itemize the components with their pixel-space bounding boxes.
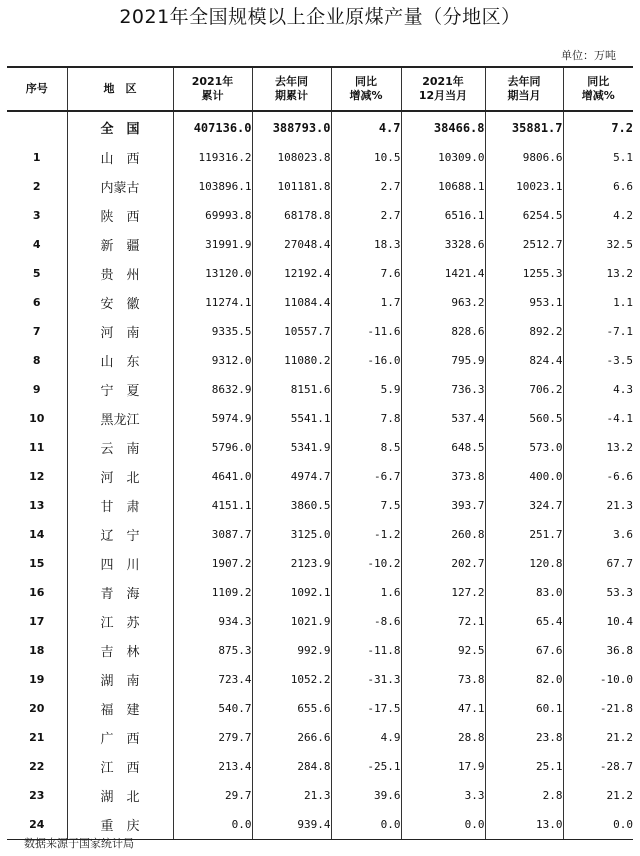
cell-ytd-last: 1021.9 — [252, 607, 331, 636]
table-row — [7, 375, 633, 404]
cell-ytd-yoy: 4.7 — [331, 111, 401, 143]
header-ytd-yoy: 同比 增减% — [331, 67, 401, 111]
table-body — [7, 111, 633, 839]
cell-dec-yoy: 6.6 — [613, 180, 633, 193]
cell-seq: 13 — [7, 491, 67, 520]
table-row-total — [7, 111, 633, 143]
cell-dec-last: 120.8 — [485, 549, 563, 578]
cell-seq: 21 — [7, 723, 67, 752]
cell-ytd-yoy: 2.7 — [331, 201, 401, 230]
cell-ytd-2021: 9312.0 — [173, 346, 252, 375]
cell-seq: 6 — [7, 288, 67, 317]
cell-dec-last: 23.8 — [485, 723, 563, 752]
cell-dec-2021: 47.1 — [401, 694, 485, 723]
table-row — [7, 694, 633, 723]
cell-ytd-2021: 119316.2 — [173, 143, 252, 172]
cell-ytd-last: 11080.2 — [252, 346, 331, 375]
cell-ytd-yoy: -16.0 — [331, 346, 401, 375]
cell-seq: 10 — [7, 404, 67, 433]
cell-dec-yoy: 5.1 — [613, 151, 633, 164]
cell-seq: 22 — [7, 752, 67, 781]
table-row — [7, 317, 633, 346]
cell-region: 江 苏 — [67, 607, 173, 636]
header-dec-2021: 2021年 12月当月 — [401, 67, 485, 111]
cell-ytd-yoy: -8.6 — [331, 607, 401, 636]
cell-seq: 12 — [7, 462, 67, 491]
cell-region: 山 东 — [67, 346, 173, 375]
cell-dec-last: 1255.3 — [485, 259, 563, 288]
cell-dec-yoy: -28.7 — [599, 760, 633, 773]
cell-dec-yoy: -6.6 — [606, 470, 633, 483]
cell-dec-2021: 648.5 — [401, 433, 485, 462]
cell-dec-last: 2512.7 — [485, 230, 563, 259]
cell-dec-last: 324.7 — [485, 491, 563, 520]
table-row — [7, 723, 633, 752]
cell-dec-2021: 0.0 — [401, 810, 485, 839]
cell-dec-2021: 73.8 — [401, 665, 485, 694]
cell-dec-last: 10023.1 — [485, 172, 563, 201]
cell-ytd-2021: 723.4 — [173, 665, 252, 694]
cell-seq: 7 — [7, 317, 67, 346]
cell-dec-last: 251.7 — [485, 520, 563, 549]
cell-dec-2021: 10309.0 — [401, 143, 485, 172]
cell-ytd-2021: 934.3 — [173, 607, 252, 636]
cell-dec-2021: 10688.1 — [401, 172, 485, 201]
cell-dec-yoy: 4.3 — [613, 383, 633, 396]
cell-ytd-last: 5341.9 — [252, 433, 331, 462]
cell-ytd-yoy: 1.7 — [331, 288, 401, 317]
cell-dec-2021: 963.2 — [401, 288, 485, 317]
cell-dec-last: 13.0 — [485, 810, 563, 839]
table-row — [7, 259, 633, 288]
cell-ytd-last: 108023.8 — [252, 143, 331, 172]
cell-ytd-yoy: -31.3 — [331, 665, 401, 694]
cell-ytd-yoy: 0.0 — [331, 810, 401, 839]
cell-seq — [7, 111, 67, 143]
cell-dec-2021: 537.4 — [401, 404, 485, 433]
cell-ytd-last: 68178.8 — [252, 201, 331, 230]
cell-region: 江 西 — [67, 752, 173, 781]
table-row — [7, 752, 633, 781]
cell-ytd-last: 3860.5 — [252, 491, 331, 520]
cell-ytd-2021: 8632.9 — [173, 375, 252, 404]
cell-region: 湖 北 — [67, 781, 173, 810]
cell-seq: 5 — [7, 259, 67, 288]
cell-ytd-yoy: -17.5 — [331, 694, 401, 723]
table-row — [7, 462, 633, 491]
table-row — [7, 665, 633, 694]
cell-dec-last: 824.4 — [485, 346, 563, 375]
cell-dec-2021: 393.7 — [401, 491, 485, 520]
cell-ytd-2021: 103896.1 — [173, 172, 252, 201]
header-region: 地 区 — [67, 67, 173, 111]
cell-ytd-2021: 31991.9 — [173, 230, 252, 259]
cell-ytd-last: 11084.4 — [252, 288, 331, 317]
cell-ytd-last: 2123.9 — [252, 549, 331, 578]
cell-ytd-last: 388793.0 — [252, 111, 331, 143]
cell-dec-2021: 92.5 — [401, 636, 485, 665]
cell-ytd-last: 992.9 — [252, 636, 331, 665]
cell-dec-yoy: -4.1 — [606, 412, 633, 425]
table-row — [7, 578, 633, 607]
cell-seq: 2 — [7, 172, 67, 201]
cell-ytd-yoy: 8.5 — [331, 433, 401, 462]
cell-seq: 20 — [7, 694, 67, 723]
cell-ytd-yoy: -25.1 — [331, 752, 401, 781]
cell-dec-yoy: 3.6 — [613, 528, 633, 541]
cell-region: 云 南 — [67, 433, 173, 462]
table-row — [7, 404, 633, 433]
cell-dec-last: 35881.7 — [485, 111, 563, 143]
coal-output-table — [7, 66, 633, 840]
cell-ytd-2021: 11274.1 — [173, 288, 252, 317]
table-row — [7, 201, 633, 230]
cell-region: 新 疆 — [67, 230, 173, 259]
cell-ytd-last: 939.4 — [252, 810, 331, 839]
table-row — [7, 636, 633, 665]
cell-ytd-2021: 213.4 — [173, 752, 252, 781]
cell-ytd-last: 1092.1 — [252, 578, 331, 607]
cell-ytd-yoy: 5.9 — [331, 375, 401, 404]
cell-region: 甘 肃 — [67, 491, 173, 520]
cell-dec-last: 60.1 — [485, 694, 563, 723]
cell-dec-yoy: -21.8 — [599, 702, 633, 715]
cell-dec-yoy: 32.5 — [606, 238, 633, 251]
cell-region: 广 西 — [67, 723, 173, 752]
cell-seq: 15 — [7, 549, 67, 578]
table-row — [7, 433, 633, 462]
header-dec-last: 去年同 期当月 — [485, 67, 563, 111]
cell-region: 陕 西 — [67, 201, 173, 230]
cell-ytd-2021: 5796.0 — [173, 433, 252, 462]
cell-ytd-yoy: -1.2 — [331, 520, 401, 549]
cell-region: 山 西 — [67, 143, 173, 172]
cell-ytd-2021: 875.3 — [173, 636, 252, 665]
cell-dec-2021: 3.3 — [401, 781, 485, 810]
cell-dec-yoy: 7.2 — [611, 120, 633, 135]
cell-region: 青 海 — [67, 578, 173, 607]
cell-ytd-last: 8151.6 — [252, 375, 331, 404]
cell-dec-yoy: -10.0 — [599, 673, 633, 686]
cell-ytd-2021: 540.7 — [173, 694, 252, 723]
cell-region: 全 国 — [67, 111, 173, 143]
table-row — [7, 288, 633, 317]
cell-ytd-2021: 0.0 — [173, 810, 252, 839]
cell-ytd-yoy: 18.3 — [331, 230, 401, 259]
cell-ytd-yoy: -11.6 — [331, 317, 401, 346]
cell-ytd-yoy: 7.6 — [331, 259, 401, 288]
cell-dec-yoy: 10.4 — [606, 615, 633, 628]
table-header-row — [7, 67, 633, 111]
cell-ytd-last: 284.8 — [252, 752, 331, 781]
cell-ytd-2021: 4151.1 — [173, 491, 252, 520]
cell-dec-2021: 72.1 — [401, 607, 485, 636]
cell-dec-2021: 202.7 — [401, 549, 485, 578]
cell-dec-yoy: 4.2 — [613, 209, 633, 222]
cell-region: 河 南 — [67, 317, 173, 346]
table-row — [7, 520, 633, 549]
header-dec-yoy: 同比 增减% — [563, 67, 633, 111]
cell-dec-last: 9806.6 — [485, 143, 563, 172]
cell-seq: 19 — [7, 665, 67, 694]
cell-dec-2021: 1421.4 — [401, 259, 485, 288]
cell-ytd-yoy: 2.7 — [331, 172, 401, 201]
cell-dec-last: 706.2 — [485, 375, 563, 404]
cell-ytd-2021: 69993.8 — [173, 201, 252, 230]
cell-dec-yoy: 21.3 — [606, 499, 633, 512]
cell-ytd-2021: 3087.7 — [173, 520, 252, 549]
cell-seq: 8 — [7, 346, 67, 375]
cell-ytd-last: 3125.0 — [252, 520, 331, 549]
cell-dec-2021: 795.9 — [401, 346, 485, 375]
cell-ytd-2021: 29.7 — [173, 781, 252, 810]
cell-dec-2021: 28.8 — [401, 723, 485, 752]
cell-ytd-last: 1052.2 — [252, 665, 331, 694]
cell-seq: 11 — [7, 433, 67, 462]
page-title: 2021年全国规模以上企业原煤产量（分地区） — [119, 6, 521, 28]
cell-ytd-yoy: 10.5 — [331, 143, 401, 172]
cell-dec-yoy: 67.7 — [606, 557, 633, 570]
cell-dec-2021: 17.9 — [401, 752, 485, 781]
cell-ytd-2021: 279.7 — [173, 723, 252, 752]
cell-seq: 1 — [7, 143, 67, 172]
cell-region: 福 建 — [67, 694, 173, 723]
header-ytd-last: 去年同 期累计 — [252, 67, 331, 111]
cell-region: 宁 夏 — [67, 375, 173, 404]
cell-dec-yoy: 21.2 — [606, 731, 633, 744]
cell-ytd-yoy: -10.2 — [331, 549, 401, 578]
cell-ytd-yoy: -6.7 — [331, 462, 401, 491]
cell-dec-2021: 127.2 — [401, 578, 485, 607]
cell-dec-last: 6254.5 — [485, 201, 563, 230]
cell-region: 贵 州 — [67, 259, 173, 288]
cell-region: 河 北 — [67, 462, 173, 491]
cell-ytd-last: 4974.7 — [252, 462, 331, 491]
cell-ytd-yoy: 7.5 — [331, 491, 401, 520]
cell-dec-2021: 6516.1 — [401, 201, 485, 230]
header-ytd-2021: 2021年 累计 — [173, 67, 252, 111]
cell-dec-last: 83.0 — [485, 578, 563, 607]
table-row — [7, 549, 633, 578]
cell-dec-yoy: 36.8 — [606, 644, 633, 657]
cell-dec-last: 560.5 — [485, 404, 563, 433]
cell-dec-2021: 373.8 — [401, 462, 485, 491]
cell-region: 内蒙古 — [67, 172, 173, 201]
cell-seq: 16 — [7, 578, 67, 607]
cell-dec-last: 2.8 — [485, 781, 563, 810]
cell-dec-yoy: -3.5 — [606, 354, 633, 367]
cell-dec-2021: 38466.8 — [401, 111, 485, 143]
cell-ytd-yoy: 1.6 — [331, 578, 401, 607]
cell-ytd-last: 655.6 — [252, 694, 331, 723]
cell-region: 辽 宁 — [67, 520, 173, 549]
cell-ytd-2021: 1907.2 — [173, 549, 252, 578]
cell-ytd-last: 12192.4 — [252, 259, 331, 288]
cell-dec-yoy: 21.2 — [606, 789, 633, 802]
cell-seq: 17 — [7, 607, 67, 636]
cell-dec-last: 67.6 — [485, 636, 563, 665]
cell-ytd-2021: 13120.0 — [173, 259, 252, 288]
cell-dec-last: 25.1 — [485, 752, 563, 781]
cell-region: 四 川 — [67, 549, 173, 578]
cell-dec-yoy: 13.2 — [606, 441, 633, 454]
cell-dec-yoy: -7.1 — [606, 325, 633, 338]
cell-dec-last: 400.0 — [485, 462, 563, 491]
cell-ytd-yoy: 7.8 — [331, 404, 401, 433]
cell-dec-2021: 260.8 — [401, 520, 485, 549]
cell-seq: 9 — [7, 375, 67, 404]
cell-seq: 4 — [7, 230, 67, 259]
cell-ytd-last: 10557.7 — [252, 317, 331, 346]
cell-ytd-last: 101181.8 — [252, 172, 331, 201]
cell-region: 吉 林 — [67, 636, 173, 665]
cell-ytd-last: 27048.4 — [252, 230, 331, 259]
cell-dec-yoy: 1.1 — [613, 296, 633, 309]
cell-region: 重 庆 — [67, 810, 173, 839]
unit-label: 单位：万吨 — [561, 49, 616, 62]
cell-ytd-last: 5541.1 — [252, 404, 331, 433]
cell-dec-last: 953.1 — [485, 288, 563, 317]
cell-dec-2021: 828.6 — [401, 317, 485, 346]
cell-seq: 24 — [7, 810, 67, 839]
cell-ytd-2021: 407136.0 — [173, 111, 252, 143]
table-row — [7, 781, 633, 810]
table-row — [7, 143, 633, 172]
table-row — [7, 346, 633, 375]
cell-dec-last: 82.0 — [485, 665, 563, 694]
cell-ytd-yoy: -11.8 — [331, 636, 401, 665]
cell-ytd-2021: 5974.9 — [173, 404, 252, 433]
data-source-note: 数据来源于国家统计局 — [24, 837, 134, 850]
cell-region: 湖 南 — [67, 665, 173, 694]
cell-dec-last: 892.2 — [485, 317, 563, 346]
cell-dec-yoy: 53.3 — [606, 586, 633, 599]
table-row — [7, 607, 633, 636]
cell-ytd-yoy: 39.6 — [331, 781, 401, 810]
cell-region: 黑龙江 — [67, 404, 173, 433]
cell-dec-last: 573.0 — [485, 433, 563, 462]
cell-dec-2021: 3328.6 — [401, 230, 485, 259]
cell-dec-yoy: 0.0 — [563, 810, 633, 839]
cell-dec-2021: 736.3 — [401, 375, 485, 404]
table-row — [7, 230, 633, 259]
cell-dec-last: 65.4 — [485, 607, 563, 636]
cell-region: 安 徽 — [67, 288, 173, 317]
cell-seq: 23 — [7, 781, 67, 810]
cell-seq: 14 — [7, 520, 67, 549]
cell-seq: 3 — [7, 201, 67, 230]
table-row — [7, 491, 633, 520]
cell-ytd-2021: 1109.2 — [173, 578, 252, 607]
cell-ytd-2021: 4641.0 — [173, 462, 252, 491]
header-seq: 序号 — [7, 67, 67, 111]
cell-seq: 18 — [7, 636, 67, 665]
cell-dec-yoy: 13.2 — [606, 267, 633, 280]
cell-ytd-yoy: 4.9 — [331, 723, 401, 752]
cell-ytd-last: 266.6 — [252, 723, 331, 752]
cell-ytd-2021: 9335.5 — [173, 317, 252, 346]
cell-ytd-last: 21.3 — [252, 781, 331, 810]
table-row — [7, 172, 633, 201]
